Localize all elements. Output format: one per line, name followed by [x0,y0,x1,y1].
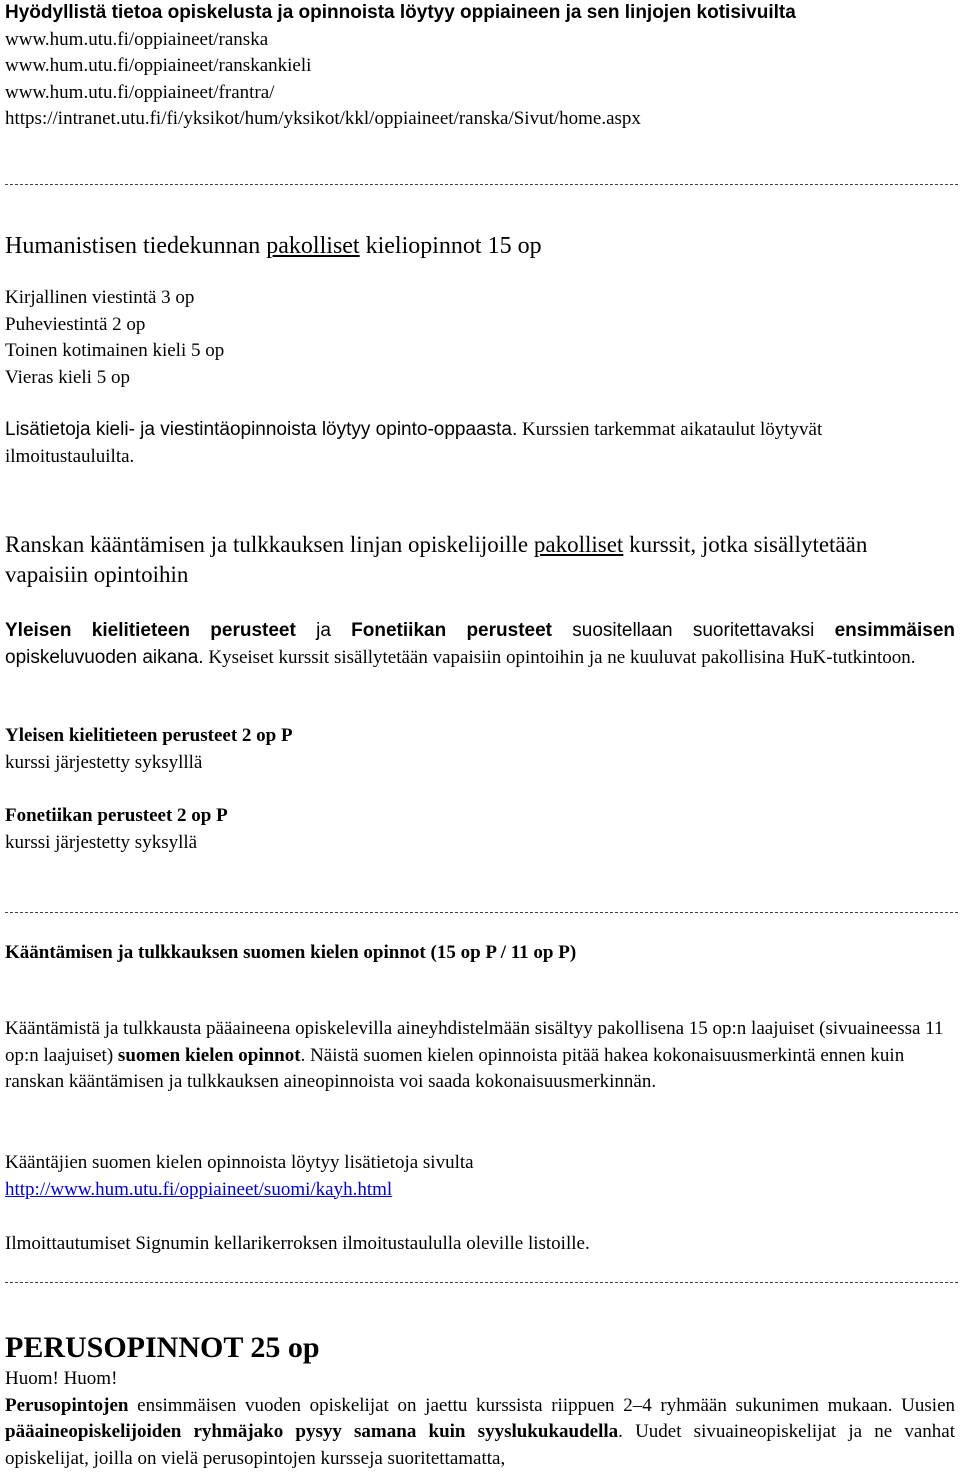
course2-title: Fonetiikan perusteet 2 op P [5,805,228,826]
section-basic-studies [5,1330,955,1366]
intro-link-2[interactable]: www.hum.utu.fi/oppiaineet/ranskankieli [5,55,312,76]
course-fonetiikan [5,803,955,856]
section-required-courses [5,530,955,590]
list-item: Vieras kieli 5 op [5,366,130,388]
section3-paragraph-1: Kääntämistä ja tulkkausta pääaineena opiskelevilla aineyhdistelmään sisältyy pakollisena 15 op:n laajuiset (sivuaineessa 11 op:n laajuiset) suomen kielen opinnot. Näistä suomen kielen opinnoista pitää hakea kokonaisuusmerkintä ennen kuin ranskan kääntämisen ja tulkkauksen aineopinnoista voi saada kokonaisuusmerkinnän. [5,1018,944,1092]
intro-link-3[interactable]: www.hum.utu.fi/oppiaineet/frantra/ [5,81,275,103]
section3-title: Kääntämisen ja tulkkauksen suomen kielen opinnot (15 op P / 11 op P) [5,942,577,963]
course1-title: Yleisen kielitieteen perusteet 2 op P [5,725,293,746]
section4-title: PERUSOPINNOT 25 op [5,1331,320,1364]
intro-link-4[interactable]: https://intranet.utu.fi/fi/yksikot/hum/yksikot/kkl/oppiaineet/ranska/Sivut/home.aspx [5,108,641,129]
section2-title: Ranskan kääntämisen ja tulkkauksen linjan opiskelijoille pakolliset kurssit, jotka sisällytetään vapaisiin opintoihin [5,532,868,587]
intro-block [5,0,955,133]
separator-1 [5,184,958,185]
list-item: Kirjallinen viestintä 3 op [5,287,195,308]
section3-paragraph-3: Ilmoittautumiset Signumin kellarikerroksen ilmoitustaululla oleville listoille. [5,1233,590,1254]
list-item: Puheviestintä 2 op [5,313,146,335]
course1-note: kurssi järjestetty syksylllä [5,751,203,773]
section3-paragraph-2: Kääntäjien suomen kielen opinnoista löytyy lisätietoja sivulta http://www.hum.utu.fi/oppiaineet/suomi/kayh.html [5,1152,474,1200]
section1-info-sans: Lisätietoja kieli- ja viestintäopinnoista löytyy opinto-oppaasta. [5,419,518,440]
intro-heading: Hyödyllistä tietoa opiskelusta ja opinnoista löytyy oppiaineen ja sen linjojen kotisivuilta [5,2,796,23]
intro-link-1[interactable]: www.hum.utu.fi/oppiaineet/ranska [5,28,269,50]
section1-list [5,285,955,391]
list-item: Toinen kotimainen kieli 5 op [5,340,225,361]
section-language-studies [5,231,955,261]
course2-note: kurssi järjestetty syksyllä [5,831,198,853]
section4-body: Huom! Huom! Perusopintojen ensimmäisen vuoden opiskelijat on jaettu kurssista riippuen 2–4 ryhmään sukunimen mukaan. Uusien pääaineopiskelijoiden ryhmäjako pysyy samana kuin syyslukukaudella. Uudet sivuaineopiskelijat ja ne vanhat opiskelijat, joilla on vielä perusopintojen kursseja suoritettamatta, [5,1368,955,1469]
section4-shout: Huom! Huom! [5,1368,118,1389]
finnish-studies-link[interactable]: http://www.hum.utu.fi/oppiaineet/suomi/kayh.html [5,1178,393,1200]
section1-title: Humanistisen tiedekunnan pakolliset kieliopinnot 15 op [5,233,542,259]
section-finnish-studies [5,940,955,967]
course-yleisen-kielitieteen [5,723,955,776]
separator-3 [5,1282,958,1283]
section2-paragraph: Yleisen kielitieteen perusteet ja Fonetiikan perusteet suositellaan suoritettavaksi ensimmäisen opiskeluvuoden aikana. Kyseiset kurssit sisällytetään vapaisiin opintoihin ja ne kuuluvat pakollisina HuK-tutkintoon. [5,620,955,668]
separator-2 [5,912,958,913]
section1-info-rest: Kurssien tarkemmat aikataulut löytyvät ilmoitustauluilta. [5,419,823,467]
section1-info [5,417,955,470]
